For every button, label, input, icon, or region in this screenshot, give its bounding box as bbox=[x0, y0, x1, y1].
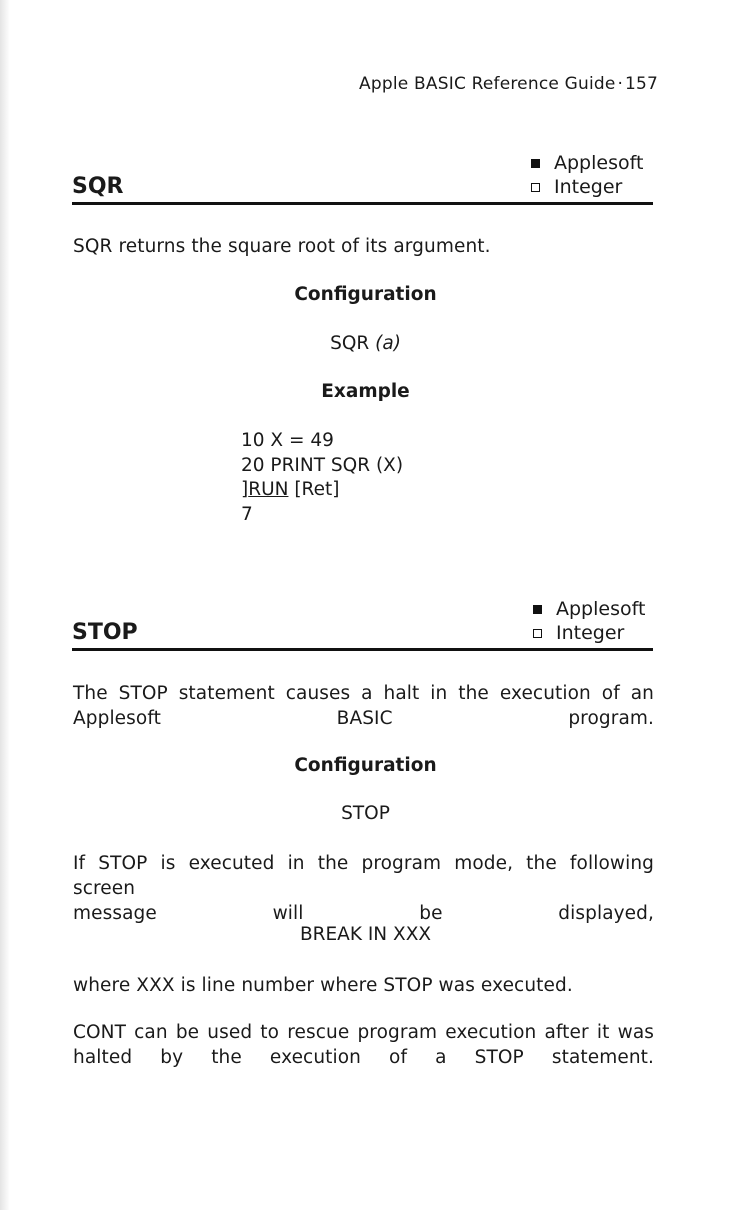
stop-support-integer bbox=[533, 621, 645, 645]
page-edge-shadow bbox=[0, 0, 10, 1210]
stop-support-applesoft bbox=[533, 597, 645, 621]
sqr-title: SQR bbox=[72, 174, 124, 199]
stop-where-text: where XXX is line number where STOP was executed. bbox=[73, 975, 573, 996]
sqr-support-applesoft-label: Applesoft bbox=[554, 152, 644, 174]
sqr-syntax-keyword: SQR bbox=[330, 333, 370, 354]
sqr-support-integer bbox=[531, 175, 643, 199]
stop-note bbox=[73, 851, 654, 926]
stop-cont-paragraph bbox=[73, 1020, 654, 1070]
running-header bbox=[359, 74, 658, 94]
stop-support-list bbox=[533, 597, 645, 645]
sqr-title-rule bbox=[72, 202, 653, 205]
sqr-syntax-argument: (a) bbox=[375, 333, 401, 354]
stop-note-line: message will be displayed, bbox=[73, 903, 654, 924]
stop-support-integer-label: Integer bbox=[556, 622, 625, 644]
stop-support-applesoft-label: Applesoft bbox=[556, 598, 646, 620]
sqr-syntax bbox=[0, 333, 731, 354]
stop-note-line: If STOP is executed in the program mode, the following screen bbox=[73, 853, 654, 899]
sqr-support-list bbox=[531, 151, 643, 199]
filled-square-icon bbox=[531, 159, 540, 168]
sqr-support-integer-label: Integer bbox=[554, 176, 623, 198]
stop-title: STOP bbox=[72, 620, 138, 645]
page-number: 157 bbox=[624, 74, 658, 94]
empty-square-icon bbox=[531, 183, 540, 192]
stop-cont-line: CONT can be used to rescue program execution after it was bbox=[73, 1022, 654, 1043]
run-command: RUN bbox=[248, 479, 289, 500]
code-line: 10 X = 49 bbox=[241, 430, 334, 451]
stop-break-message: BREAK IN XXX bbox=[299, 924, 432, 945]
sqr-support-applesoft bbox=[531, 151, 643, 175]
sqr-example-heading: Example bbox=[321, 381, 410, 402]
sqr-example-code bbox=[241, 429, 403, 527]
empty-square-icon bbox=[533, 629, 542, 638]
stop-title-rule bbox=[72, 648, 653, 651]
code-line-run bbox=[241, 478, 403, 503]
stop-description-line: The STOP statement causes a halt in the execution of an bbox=[73, 683, 654, 704]
running-title: Apple BASIC Reference Guide bbox=[359, 74, 616, 94]
stop-cont-line: halted by the execution of a STOP statement. bbox=[73, 1047, 654, 1068]
stop-description bbox=[73, 681, 654, 731]
header-separator: · bbox=[615, 74, 625, 94]
stop-configuration-heading: Configuration bbox=[294, 755, 437, 776]
code-output: 7 bbox=[241, 503, 253, 525]
filled-square-icon bbox=[533, 605, 542, 614]
sqr-configuration-heading: Configuration bbox=[294, 284, 437, 305]
return-key: [Ret] bbox=[294, 479, 340, 500]
stop-syntax: STOP bbox=[341, 803, 390, 824]
code-line: 20 PRINT SQR (X) bbox=[241, 454, 404, 476]
prompt-char: ] bbox=[241, 479, 249, 500]
sqr-description: SQR returns the square root of its argument. bbox=[73, 236, 491, 257]
stop-description-line: Applesoft BASIC program. bbox=[73, 708, 654, 729]
